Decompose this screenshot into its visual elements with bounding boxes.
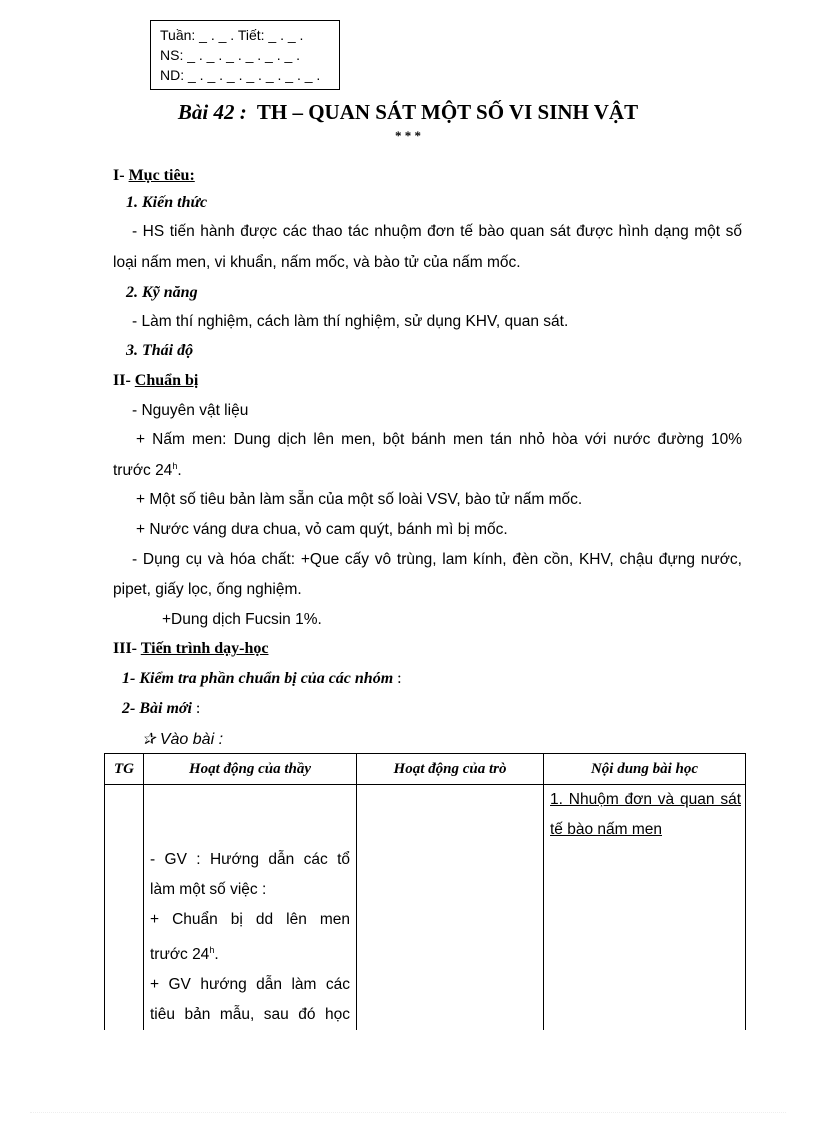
lesson-table <box>104 753 746 1030</box>
cell-content <box>544 785 746 1031</box>
section-3-heading <box>113 640 268 658</box>
yeast-line-1: + Nấm men: Dung dịch lên men, bột bánh men tán nhỏ hòa với nước đường 10% <box>136 431 742 448</box>
section-2-heading <box>113 372 198 390</box>
cell-teacher <box>144 785 357 1031</box>
teacher-hours-superscript: h <box>209 945 215 955</box>
skill-heading: 2. Kỹ năng <box>126 284 198 301</box>
check-heading <box>122 670 402 688</box>
new-lesson-text: 2- Bài mới <box>122 700 192 717</box>
knowledge-heading: 1. Kiến thức <box>126 194 208 211</box>
tools-line-2: pipet, giấy lọc, ống nghiệm. <box>113 581 302 598</box>
section-1-num: I- <box>113 167 125 184</box>
tools-line-1: - Dụng cụ và hóa chất: +Que cấy vô trùng, lam kính, đèn cồn, KHV, chậu đựng nước, <box>132 551 742 568</box>
section-1-label: Mục tiêu: <box>128 167 195 184</box>
lesson-number: Bài 42 : <box>177 100 247 124</box>
table-row <box>105 785 746 1031</box>
header-box <box>150 20 340 90</box>
teacher-line: làm một số việc : <box>150 881 267 898</box>
page-edge <box>30 1112 786 1113</box>
section-3-num: III- <box>113 640 138 657</box>
content-line: tế bào nấm men <box>550 821 663 838</box>
misc-line: + Nước váng dưa chua, vỏ cam quýt, bánh mì bị mốc. <box>136 521 508 538</box>
teacher-line: trước 24$^h$. <box>150 945 219 964</box>
cell-student <box>357 785 544 1031</box>
ns-line: NS: _ . _ . _ . _ . _ . _ . <box>160 47 301 63</box>
knowledge-line-1: - HS tiến hành được các thao tác nhuộm đơn tế bào quan sát được hình dạng một số <box>132 223 742 240</box>
yeast-line-2 <box>113 461 182 480</box>
new-lesson-heading <box>122 700 200 718</box>
yeast-line-2-text: trước 24 <box>113 462 173 480</box>
header-teacher: Hoạt động của thầy <box>144 754 357 785</box>
yeast-line-2-end: . <box>177 462 182 480</box>
attitude-heading: 3. Thái độ <box>126 342 194 359</box>
title-stars: * * * <box>395 128 421 143</box>
materials-line: - Nguyên vật liệu <box>132 402 249 419</box>
nd-line: ND: _ . _ . _ . _ . _ . _ . _ . <box>160 67 321 83</box>
section-3-label: Tiến trình dạy-học <box>140 640 269 657</box>
header-student: Hoạt động của trò <box>357 754 544 785</box>
week-line: Tuần: _ . _ . Tiết: _ . _ . <box>160 27 304 43</box>
knowledge-line-2: loại nấm men, vi khuẩn, nấm mốc, và bào tử của nấm mốc. <box>113 254 521 271</box>
table-header-row <box>105 754 746 785</box>
section-2-label: Chuẩn bị <box>134 372 199 389</box>
check-heading-text: 1- Kiểm tra phần chuẩn bị của các nhóm <box>122 670 394 687</box>
samples-line: + Một số tiêu bản làm sẵn của một số loài VSV, bào tử nấm mốc. <box>136 491 583 508</box>
header-tg: TG <box>105 754 144 785</box>
cell-tg <box>105 785 144 1031</box>
teacher-line: - GV : Hướng dẫn các tổ <box>150 851 350 868</box>
new-lesson-colon: : <box>195 700 201 717</box>
section-1-heading <box>113 167 195 185</box>
lesson-name: TH – QUAN SÁT MỘT SỐ VI SINH VẬT <box>256 100 639 124</box>
hours-superscript: h <box>172 461 178 471</box>
intro-line: ✰ Vào bài : <box>142 731 224 748</box>
skill-line: - Làm thí nghiệm, cách làm thí nghiệm, sử dụng KHV, quan sát. <box>132 313 569 330</box>
teacher-line: + Chuẩn bị dd lên men <box>150 911 350 928</box>
fucsin-line: +Dung dịch Fucsin 1%. <box>162 611 322 628</box>
teacher-line: tiêu bản mẫu, sau đó học <box>150 1006 350 1024</box>
section-2-num: II- <box>113 372 131 389</box>
content-line: 1. Nhuộm đơn và quan sát <box>550 791 741 808</box>
check-colon: : <box>397 670 402 687</box>
teacher-line: + GV hướng dẫn làm các <box>150 976 350 994</box>
header-content: Nội dung bài học <box>544 754 746 785</box>
page-title <box>0 100 816 125</box>
teacher-line-text: trước 24 <box>150 946 210 964</box>
